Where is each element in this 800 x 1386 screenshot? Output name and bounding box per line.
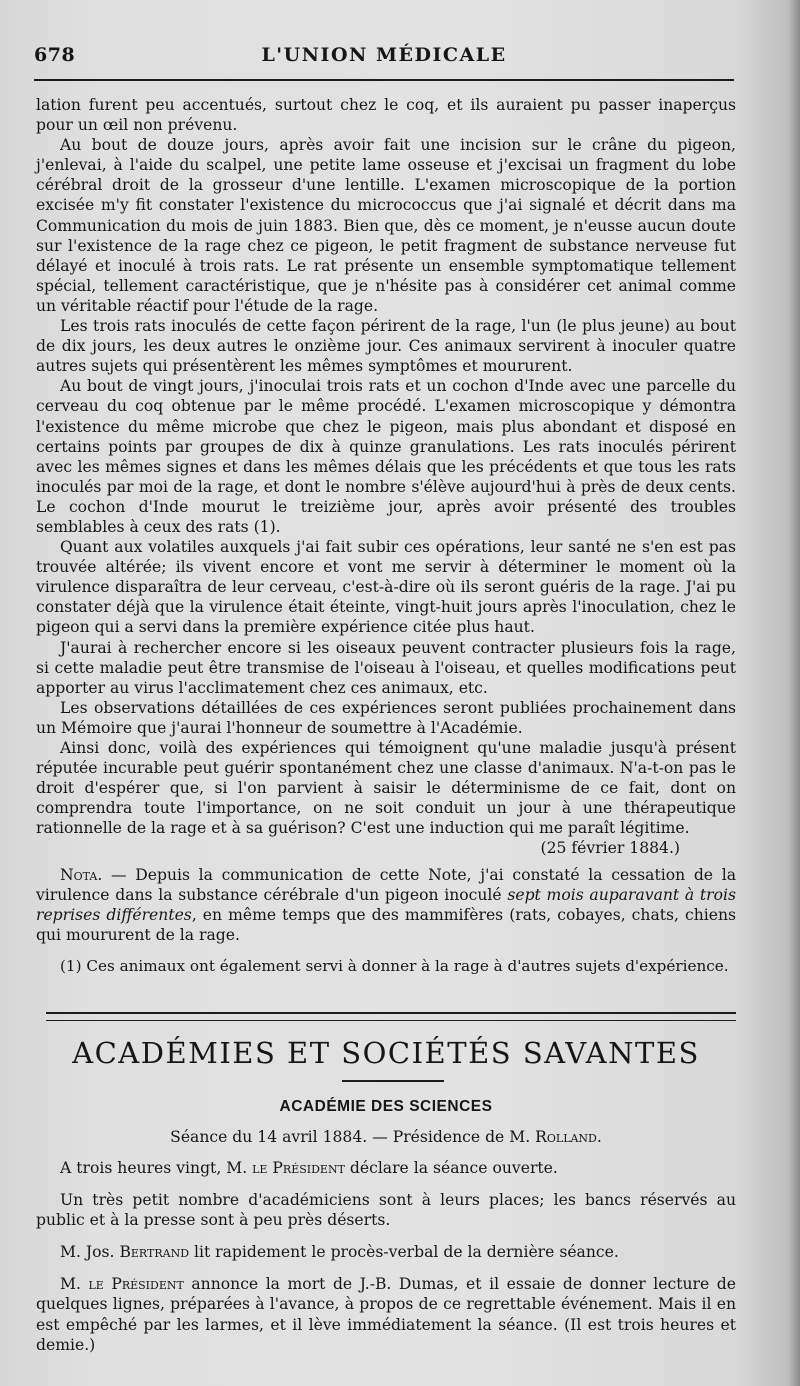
footnote-text: (1) Ces animaux ont également servi à donner à la rage à d'autres sujets d'expérience. xyxy=(60,957,729,975)
proceedings-paragraph: Un très petit nombre d'académiciens sont à leurs places; les bancs réservés au public et à la presse sont à peu près déserts. xyxy=(36,1191,736,1230)
page-edge-shadow xyxy=(788,0,800,1386)
proceedings-paragraph xyxy=(36,1274,736,1354)
p3-after: lit rapidement le procès-verbal de la dernière séance. xyxy=(189,1243,619,1262)
p3-name: Bertrand xyxy=(119,1243,190,1262)
p3-before: M. Jos. xyxy=(60,1243,120,1262)
article-body xyxy=(36,95,736,945)
nota-text-end: , en même temps que des mammifères (rats, cobayes, chats, chiens qui moururent de la rage. xyxy=(36,905,737,944)
president-name: Rolland. xyxy=(535,1128,602,1146)
article-paragraph: J'aurai à rechercher encore si les oiseaux peuvent contracter plusieurs fois la rage, si cette maladie peut être transmise de l'oiseau à l'oiseau, et quelles modifications peut apporter au virus l'acclimatement chez ces animaux, etc. xyxy=(36,638,736,697)
p4-after: annonce la mort de J.-B. Dumas, et il essaie de donner lecture de quelques lignes, préparées à l'avance, à propos de ce regrettable événement. Mais il en est empêché par les larmes, et il lève immédiatement la séance. (Il est trois heures et demie.) xyxy=(36,1275,736,1354)
footnote xyxy=(36,956,736,976)
session-line xyxy=(36,1128,736,1146)
nota-text: — Depuis la communication de cette Note, j'ai constaté la cessation de la virulence dans la substance cérébrale d'un pigeon inoculé xyxy=(36,865,736,904)
journal-title: L'UNION MÉDICALE xyxy=(261,44,507,66)
header-rule xyxy=(34,79,734,81)
p4-name: le Président xyxy=(88,1275,184,1294)
article-paragraph: Au bout de douze jours, après avoir fait une incision sur le crâne du pigeon, j'enlevai, à l'aide du scalpel, une petite lame osseuse et j'excisai un fragment du lobe cérébral droit de la grosseur d'une lentille. L'examen microscopique de la portion excisée m'y fit constater l'existence du micrococcus que j'ai signalé et décrit dans ma Communication du mois de juin 1883. Bien que, dès ce moment, je n'eusse aucun doute sur l'existence de la rage chez ce pigeon, le petit fragment de substance nerveuse fut délayé et inoculé à trois rats. Le rat présente un ensemble symptomatique tellement spécial, tellement caractéristique, que je n'hésite pas à considérer cet animal comme un véritable réactif pour l'étude de la rage. xyxy=(36,136,736,315)
section-divider xyxy=(46,1012,736,1021)
proceedings-paragraph xyxy=(36,1158,736,1178)
nota-paragraph xyxy=(36,865,736,945)
p1-before: A trois heures vingt, M. xyxy=(60,1159,253,1177)
article-paragraph: Les observations détaillées de ces expériences seront publiées prochainement dans un Mémoire que j'aurai l'honneur de soumettre à l'Académie. xyxy=(36,698,736,737)
nota-italic: sept mois auparavant à trois reprises différentes xyxy=(36,885,736,924)
subsection-title: ACADÉMIE DES SCIENCES xyxy=(279,1098,493,1115)
proceedings xyxy=(36,1158,736,1367)
p1-after: déclare la séance ouverte. xyxy=(344,1159,558,1177)
page-header xyxy=(34,42,734,72)
article-paragraph: Les trois rats inoculés de cette façon périrent de la rage, l'un (le plus jeune) au bout de dix jours, les deux autres le onzième jour. Ces animaux servirent à inoculer quatre autres sujets qui présentèrent les mêmes symptômes et moururent. xyxy=(36,317,736,376)
article-paragraph: Quant aux volatiles auxquels j'ai fait subir ces opérations, leur santé ne s'en est pas trouvée altérée; ils vivent encore et vont me servir à déterminer le moment où la virulence disparaîtra de leur cerveau, c'est-à-dire où ils seront guéris de la rage. J'ai pu constater déjà que la virulence était éteinte, vingt-huit jours après l'inoculation, chez le pigeon qui a servi dans la première expérience citée plus haut. xyxy=(36,538,736,637)
article-date: (25 février 1884.) xyxy=(540,839,680,858)
section-title-rule xyxy=(342,1080,444,1082)
p4-before: M. xyxy=(60,1275,89,1294)
proceedings-paragraph xyxy=(36,1242,736,1262)
p1-name: le Président xyxy=(252,1159,345,1177)
page-number: 678 xyxy=(34,44,76,66)
article-paragraph: Ainsi donc, voilà des expériences qui témoignent qu'une maladie jusqu'à présent réputée incurable peut guérir spontanément chez une classe d'animaux. N'a-t-on pas le droit d'espérer que, si l'on parvient à saisir le déterminisme de ce fait, dont on comprendra toute l'importance, on ne soit conduit un jour à une thérapeutique rationnelle de la rage et à sa guérison? C'est une induction qui me paraît légitime. xyxy=(36,739,736,838)
article-paragraph: Au bout de vingt jours, j'inoculai trois rats et un cochon d'Inde avec une parcelle du cerveau du coq obtenue par le même procédé. L'examen microscopique y démontra l'existence du même microbe que chez le pigeon, mais plus abondant et disposé en certains points par groupes de dix à quinze granulations. Les rats inoculés périrent avec les mêmes signes et dans les mêmes délais que les précédents et que tous les rats inoculés par moi de la rage, et dont le nombre s'élève aujourd'hui à près de deux cents. Le cochon d'Inde mourut le treizième jour, après avoir présenté des troubles semblables à ceux des rats (1). xyxy=(36,377,736,536)
section-title: ACADÉMIES ET SOCIÉTÉS SAVANTES xyxy=(72,1036,700,1070)
session-text: Séance du 14 avril 1884. — Présidence de M. xyxy=(170,1128,536,1146)
nota-label: Nota. xyxy=(60,865,103,884)
article-paragraph: lation furent peu accentués, surtout chez le coq, et ils auraient pu passer inaperçus pour un œil non prévenu. xyxy=(36,96,736,135)
